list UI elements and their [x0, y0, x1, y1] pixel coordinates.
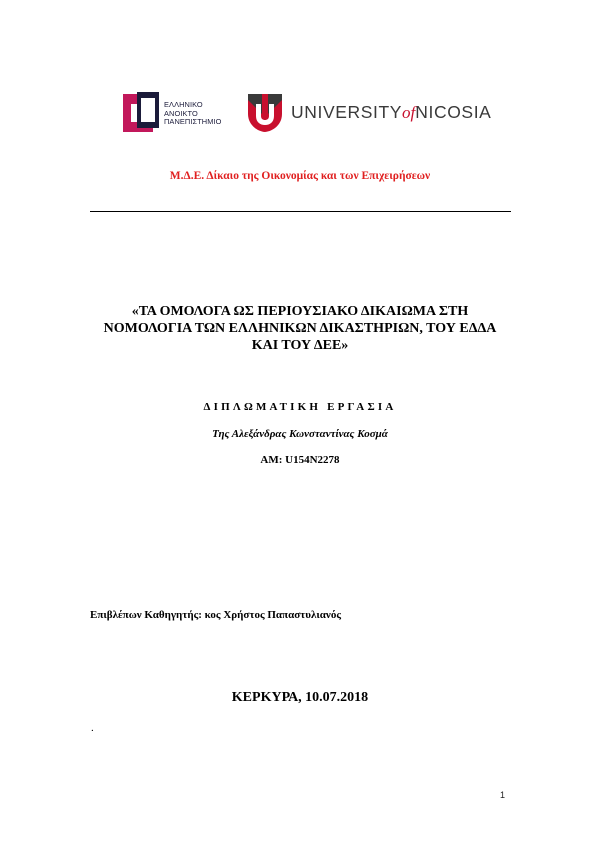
registration-number: ΑΜ: U154N2278 [260, 454, 340, 466]
author-name: Της Αλεξάνδρας Κωνσταντίνας Κοσμά [212, 428, 388, 440]
program-name: Μ.Δ.Ε. Δίκαιο της Οικονομίας και των Επιχειρήσεων [169, 170, 431, 182]
page-number: 1 [500, 790, 506, 800]
unic-word-of: of [402, 103, 416, 122]
unic-logo [248, 94, 492, 134]
thesis-title [80, 303, 520, 354]
unic-shield-icon [248, 94, 282, 132]
supervisor: Επιβλέπων Καθηγητής: κος Χρήστος Παπαστυλιανός [90, 609, 341, 621]
thesis-title-line: ΝΟΜΟΛΟΓΙΑ ΤΩΝ ΕΛΛΗΝΙΚΩΝ ΔΙΚΑΣΤΗΡΙΩΝ, ΤΟΥ ΕΔΔΑ [103, 321, 497, 336]
unic-word-nicosia: NICOSIA [415, 102, 492, 122]
thesis-title-line: ΚΑΙ ΤΟΥ ΔΕΕ» [251, 338, 349, 353]
horizontal-divider [90, 211, 511, 212]
trailing-mark: . [91, 722, 94, 734]
thesis-title-line: «ΤΑ ΟΜΟΛΟΓΑ ΩΣ ΠΕΡΙΟΥΣΙΑΚΟ ΔΙΚΑΙΩΜΑ ΣΤΗ [131, 304, 469, 319]
eap-logo-text [164, 101, 222, 127]
eap-logo-mark-icon [123, 92, 161, 134]
eap-logo-line: ΠΑΝΕΠΙΣΤΗΜΙΟ [164, 117, 222, 127]
thesis-type: ΔΙΠΛΩΜΑΤΙΚΗ ΕΡΓΑΣΙΑ [203, 401, 397, 413]
eap-logo-line: ΑΝΟΙΚΤΟ [164, 108, 198, 118]
place-date: ΚΕΡΚΥΡΑ, 10.07.2018 [231, 690, 369, 705]
unic-logo-text [291, 102, 491, 123]
eap-logo [123, 92, 235, 134]
unic-word-university: UNIVERSITY [291, 102, 403, 122]
eap-logo-line: ΕΛΛΗΝΙΚΟ [164, 100, 203, 109]
